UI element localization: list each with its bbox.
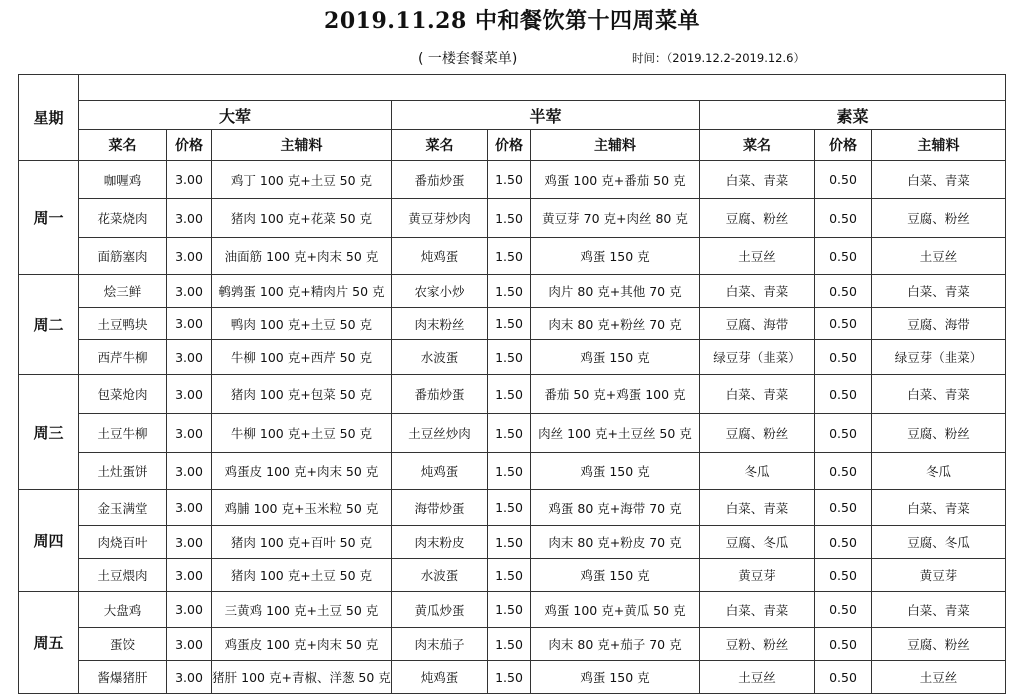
dish-name: 白菜、青菜 (700, 161, 815, 199)
dish-price: 0.50 (815, 340, 872, 375)
dish-ingredients: 鸡蛋 150 克 (531, 453, 700, 490)
dish-name: 豆粉、粉丝 (700, 628, 815, 661)
dish-ingredients: 豆腐、海带 (872, 308, 1006, 340)
table-row (19, 592, 1006, 628)
table-row (19, 628, 1006, 661)
blank-header-row (79, 75, 1006, 101)
table-row (19, 490, 1006, 526)
dish-price: 3.00 (167, 275, 212, 308)
dish-name: 咖喱鸡 (79, 161, 167, 199)
dish-price: 1.50 (488, 308, 531, 340)
dish-price: 0.50 (815, 592, 872, 628)
dish-ingredients: 冬瓜 (872, 453, 1006, 490)
dish-name: 炖鸡蛋 (392, 238, 488, 275)
dish-name: 土豆鸭块 (79, 308, 167, 340)
dish-ingredients: 肉末 80 克+粉丝 70 克 (531, 308, 700, 340)
dish-name: 番茄炒蛋 (392, 161, 488, 199)
dish-price: 1.50 (488, 199, 531, 238)
dish-ingredients: 鸡蛋 150 克 (531, 559, 700, 592)
dish-name: 西芹牛柳 (79, 340, 167, 375)
column-header-dish: 菜名 (392, 130, 488, 161)
dish-name: 豆腐、粉丝 (700, 199, 815, 238)
dish-ingredients: 肉末 80 克+粉皮 70 克 (531, 526, 700, 559)
dish-name: 土豆丝炒肉 (392, 414, 488, 453)
weekday-label: 周一 (19, 161, 79, 275)
dish-price: 1.50 (488, 453, 531, 490)
table-row (19, 161, 1006, 199)
dish-price: 3.00 (167, 490, 212, 526)
dish-price: 0.50 (815, 238, 872, 275)
dish-price: 1.50 (488, 340, 531, 375)
group-header-half-meat: 半荤 (392, 101, 700, 130)
dish-ingredients: 牛柳 100 克+西芹 50 克 (212, 340, 392, 375)
table-row (19, 340, 1006, 375)
column-header-ingredients: 主辅料 (872, 130, 1006, 161)
dish-name: 豆腐、粉丝 (700, 414, 815, 453)
dish-price: 1.50 (488, 592, 531, 628)
dish-price: 0.50 (815, 490, 872, 526)
dish-name: 黄豆芽 (700, 559, 815, 592)
group-header-vegetable: 素菜 (700, 101, 1006, 130)
dish-name: 土灶蛋饼 (79, 453, 167, 490)
group-header-main-meat: 大荤 (79, 101, 392, 130)
dish-ingredients: 豆腐、粉丝 (872, 199, 1006, 238)
table-row (19, 559, 1006, 592)
dish-name: 肉末粉皮 (392, 526, 488, 559)
dish-name: 面筋塞肉 (79, 238, 167, 275)
dish-name: 酱爆猪肝 (79, 661, 167, 694)
dish-ingredients: 鸡蛋皮 100 克+肉末 50 克 (212, 628, 392, 661)
dish-ingredients: 土豆丝 (872, 661, 1006, 694)
dish-ingredients: 三黄鸡 100 克+土豆 50 克 (212, 592, 392, 628)
dish-name: 白菜、青菜 (700, 592, 815, 628)
table-row (19, 199, 1006, 238)
dish-ingredients: 黄豆芽 (872, 559, 1006, 592)
weekday-label: 周二 (19, 275, 79, 375)
dish-price: 0.50 (815, 161, 872, 199)
dish-name: 海带炒蛋 (392, 490, 488, 526)
dish-name: 白菜、青菜 (700, 375, 815, 414)
dish-ingredients: 豆腐、冬瓜 (872, 526, 1006, 559)
dish-price: 0.50 (815, 199, 872, 238)
weekday-label: 周三 (19, 375, 79, 490)
dish-name: 冬瓜 (700, 453, 815, 490)
dish-ingredients: 鸡蛋 80 克+海带 70 克 (531, 490, 700, 526)
table-row (19, 275, 1006, 308)
column-header-dish: 菜名 (79, 130, 167, 161)
dish-ingredients: 白菜、青菜 (872, 490, 1006, 526)
dish-name: 肉末茄子 (392, 628, 488, 661)
dish-name: 白菜、青菜 (700, 490, 815, 526)
column-header-price: 价格 (488, 130, 531, 161)
dish-name: 土豆牛柳 (79, 414, 167, 453)
dish-ingredients: 鸭肉 100 克+土豆 50 克 (212, 308, 392, 340)
dish-price: 3.00 (167, 453, 212, 490)
dish-price: 1.50 (488, 628, 531, 661)
dish-name: 番茄炒蛋 (392, 375, 488, 414)
dish-ingredients: 牛柳 100 克+土豆 50 克 (212, 414, 392, 453)
dish-price: 1.50 (488, 414, 531, 453)
dish-name: 花菜烧肉 (79, 199, 167, 238)
table-row (19, 238, 1006, 275)
dish-ingredients: 鹌鹑蛋 100 克+精肉片 50 克 (212, 275, 392, 308)
dish-price: 3.00 (167, 526, 212, 559)
dish-name: 黄瓜炒蛋 (392, 592, 488, 628)
dish-name: 农家小炒 (392, 275, 488, 308)
table-row (19, 375, 1006, 414)
page-title: 2019.11.28 中和餐饮第十四周菜单 (324, 8, 700, 34)
dish-name: 金玉满堂 (79, 490, 167, 526)
dish-ingredients: 豆腐、粉丝 (872, 628, 1006, 661)
dish-name: 大盘鸡 (79, 592, 167, 628)
table-row (19, 661, 1006, 694)
dish-name: 土豆煨肉 (79, 559, 167, 592)
dish-price: 3.00 (167, 414, 212, 453)
dish-price: 0.50 (815, 414, 872, 453)
dish-price: 3.00 (167, 308, 212, 340)
dish-price: 3.00 (167, 628, 212, 661)
dish-price: 0.50 (815, 453, 872, 490)
menu-body (19, 161, 1006, 694)
dish-name: 土豆丝 (700, 238, 815, 275)
dish-ingredients: 猪肉 100 克+土豆 50 克 (212, 559, 392, 592)
dish-name: 肉末粉丝 (392, 308, 488, 340)
dish-name: 烩三鲜 (79, 275, 167, 308)
dish-price: 3.00 (167, 592, 212, 628)
dish-price: 0.50 (815, 526, 872, 559)
dish-ingredients: 猪肉 100 克+花菜 50 克 (212, 199, 392, 238)
dish-name: 水波蛋 (392, 559, 488, 592)
dish-ingredients: 肉末 80 克+茄子 70 克 (531, 628, 700, 661)
dish-ingredients: 肉丝 100 克+土豆丝 50 克 (531, 414, 700, 453)
column-header-price: 价格 (815, 130, 872, 161)
dish-price: 0.50 (815, 661, 872, 694)
dish-name: 黄豆芽炒肉 (392, 199, 488, 238)
dish-price: 1.50 (488, 375, 531, 414)
dish-ingredients: 鸡蛋 150 克 (531, 238, 700, 275)
menu-subtitle: ( 一楼套餐菜单) (418, 51, 518, 67)
weekday-label: 周五 (19, 592, 79, 694)
weekday-label: 周四 (19, 490, 79, 592)
dish-name: 豆腐、海带 (700, 308, 815, 340)
dish-ingredients: 白菜、青菜 (872, 275, 1006, 308)
dish-price: 1.50 (488, 238, 531, 275)
dish-ingredients: 肉片 80 克+其他 70 克 (531, 275, 700, 308)
dish-price: 1.50 (488, 490, 531, 526)
dish-ingredients: 白菜、青菜 (872, 375, 1006, 414)
dish-name: 肉烧百叶 (79, 526, 167, 559)
dish-price: 0.50 (815, 559, 872, 592)
dish-price: 0.50 (815, 275, 872, 308)
date-range: 时间：（2019.12.2-2019.12.6） (632, 51, 805, 65)
dish-price: 3.00 (167, 199, 212, 238)
dish-ingredients: 油面筋 100 克+肉末 50 克 (212, 238, 392, 275)
dish-ingredients: 豆腐、粉丝 (872, 414, 1006, 453)
dish-ingredients: 鸡蛋皮 100 克+肉末 50 克 (212, 453, 392, 490)
dish-ingredients: 番茄 50 克+鸡蛋 100 克 (531, 375, 700, 414)
dish-ingredients: 鸡脯 100 克+玉米粒 50 克 (212, 490, 392, 526)
table-row (19, 453, 1006, 490)
dish-price: 3.00 (167, 661, 212, 694)
dish-price: 1.50 (488, 661, 531, 694)
dish-price: 1.50 (488, 526, 531, 559)
dish-price: 1.50 (488, 559, 531, 592)
dish-ingredients: 鸡蛋 150 克 (531, 340, 700, 375)
dish-price: 0.50 (815, 375, 872, 414)
weekday-header: 星期 (19, 75, 79, 161)
column-header-ingredients: 主辅料 (212, 130, 392, 161)
dish-ingredients: 白菜、青菜 (872, 161, 1006, 199)
dish-name: 白菜、青菜 (700, 275, 815, 308)
dish-ingredients: 白菜、青菜 (872, 592, 1006, 628)
dish-ingredients: 猪肉 100 克+百叶 50 克 (212, 526, 392, 559)
table-row (19, 308, 1006, 340)
dish-name: 包菜炝肉 (79, 375, 167, 414)
dish-name: 蛋饺 (79, 628, 167, 661)
dish-price: 0.50 (815, 308, 872, 340)
dish-ingredients: 鸡丁 100 克+土豆 50 克 (212, 161, 392, 199)
dish-ingredients: 土豆丝 (872, 238, 1006, 275)
dish-price: 1.50 (488, 275, 531, 308)
dish-price: 1.50 (488, 161, 531, 199)
dish-name: 炖鸡蛋 (392, 661, 488, 694)
dish-price: 3.00 (167, 340, 212, 375)
dish-name: 豆腐、冬瓜 (700, 526, 815, 559)
dish-ingredients: 绿豆芽（韭菜） (872, 340, 1006, 375)
dish-ingredients: 猪肝 100 克+青椒、洋葱 50 克 (212, 661, 392, 694)
dish-name: 炖鸡蛋 (392, 453, 488, 490)
dish-name: 土豆丝 (700, 661, 815, 694)
column-header-ingredients: 主辅料 (531, 130, 700, 161)
table-row (19, 526, 1006, 559)
dish-price: 3.00 (167, 375, 212, 414)
dish-ingredients: 鸡蛋 100 克+番茄 50 克 (531, 161, 700, 199)
dish-price: 3.00 (167, 559, 212, 592)
dish-ingredients: 鸡蛋 100 克+黄瓜 50 克 (531, 592, 700, 628)
column-header-dish: 菜名 (700, 130, 815, 161)
dish-price: 0.50 (815, 628, 872, 661)
table-row (19, 414, 1006, 453)
dish-price: 3.00 (167, 161, 212, 199)
weekly-menu-table (18, 74, 1006, 694)
column-header-price: 价格 (167, 130, 212, 161)
dish-ingredients: 猪肉 100 克+包菜 50 克 (212, 375, 392, 414)
dish-name: 水波蛋 (392, 340, 488, 375)
dish-ingredients: 鸡蛋 150 克 (531, 661, 700, 694)
dish-price: 3.00 (167, 238, 212, 275)
dish-ingredients: 黄豆芽 70 克+肉丝 80 克 (531, 199, 700, 238)
dish-name: 绿豆芽（韭菜） (700, 340, 815, 375)
